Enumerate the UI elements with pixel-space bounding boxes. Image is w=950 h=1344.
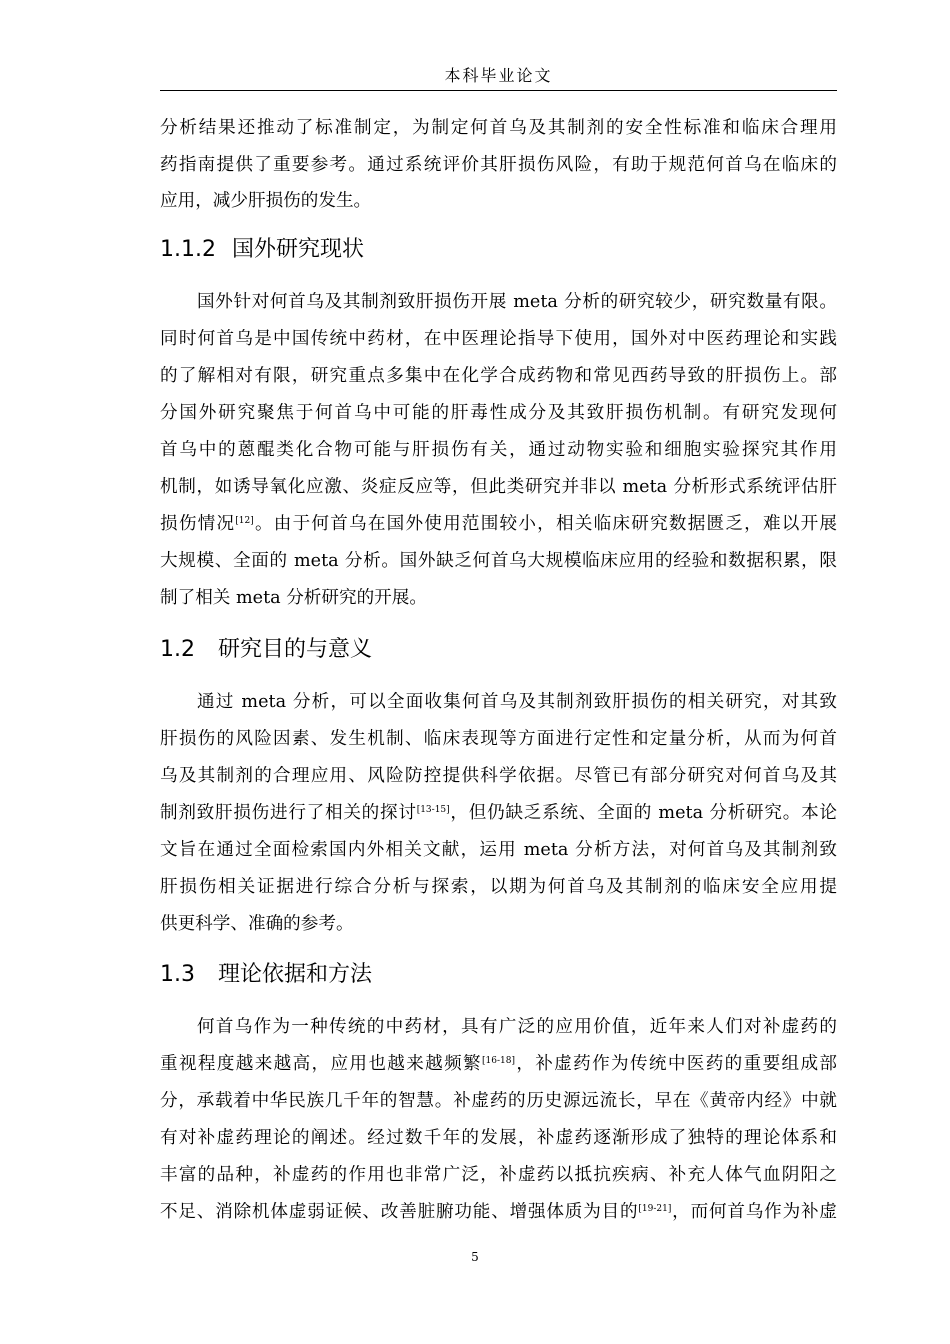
section-number: 1.2 [160, 637, 195, 662]
paragraph-line: 同时何首乌是中国传统中药材，在中医理论指导下使用，国外对中医药理论和实践 [160, 329, 837, 349]
page-number: 5 [471, 1250, 479, 1264]
paragraph-line: 分国外研究聚焦于何首乌中可能的肝毒性成分及其致肝损伤机制。有研究发现何 [160, 403, 837, 423]
paragraph-line: 机制，如诱导氧化应激、炎症反应等，但此类研究并非以 meta 分析形式系统评估肝 [160, 477, 837, 497]
paragraph-line: 通过 meta 分析，可以全面收集何首乌及其制剂致肝损伤的相关研究，对其致 [197, 692, 837, 712]
section-number: 1.3 [160, 962, 195, 987]
text-run: 制剂致肝损伤进行了相关的探讨 [160, 803, 417, 823]
paragraph-line: 供更科学、准确的参考。 [160, 914, 354, 934]
paragraph-line: 肝损伤相关证据进行综合分析与探索，以期为何首乌及其制剂的临床安全应用提 [160, 877, 837, 897]
text-run: 重视程度越来越高，应用也越来越频繁 [160, 1054, 483, 1074]
header-rule [160, 90, 837, 91]
paragraph-line: 乌及其制剂的合理应用、风险防控提供科学依据。尽管已有部分研究对何首乌及其 [160, 766, 837, 786]
paragraph-line: 药指南提供了重要参考。通过系统评价其肝损伤风险，有助于规范何首乌在临床的 [160, 155, 837, 175]
text-run: ，补虚药作为传统中医药的重要组成部 [514, 1054, 837, 1074]
text-run: 不足、消除机体虚弱证候、改善脏腑功能、增强体质为目的 [160, 1202, 639, 1222]
paragraph-line [160, 512, 837, 536]
citation: [12] [235, 516, 254, 526]
section-title: 国外研究现状 [232, 237, 365, 262]
paragraph-line: 分，承载着中华民族几千年的智慧。补虚药的历史源远流长，早在《黄帝内经》中就 [160, 1091, 837, 1111]
paragraph-line: 的了解相对有限，研究重点多集中在化学合成药物和常见西药导致的肝损伤上。部 [160, 366, 837, 386]
section-title: 理论依据和方法 [218, 962, 373, 987]
paragraph-line [160, 1052, 837, 1076]
paragraph-line: 文旨在通过全面检索国内外相关文献，运用 meta 分析方法，对何首乌及其制剂致 [160, 840, 837, 860]
text-run: ，但仍缺乏系统、全面的 meta 分析研究。本论 [449, 803, 837, 823]
section-heading-1-1-2 [160, 235, 364, 265]
paragraph-line: 肝损伤的风险因素、发生机制、临床表现等方面进行定性和定量分析，从而为何首 [160, 729, 837, 749]
paragraph-line: 首乌中的蒽醌类化合物可能与肝损伤有关，通过动物实验和细胞实验探究其作用 [160, 440, 837, 460]
citation: [19-21] [638, 1204, 672, 1214]
paragraph-line: 应用，减少肝损伤的发生。 [160, 191, 372, 211]
text-run: 。由于何首乌在国外使用范围较小，相关临床研究数据匮乏，难以开展 [253, 514, 837, 534]
paragraph-line [160, 801, 837, 825]
section-heading-1-3 [160, 960, 372, 990]
section-number: 1.1.2 [160, 237, 216, 262]
section-title: 研究目的与意义 [218, 637, 373, 662]
paragraph-line [160, 1200, 837, 1224]
section-heading-1-2 [160, 635, 372, 665]
paragraph-line: 大规模、全面的 meta 分析。国外缺乏何首乌大规模临床应用的经验和数据积累，限 [160, 551, 837, 571]
page-header-title: 本科毕业论文 [444, 66, 553, 85]
text-run: 损伤情况 [160, 514, 236, 534]
paragraph-line: 丰富的品种，补虚药的作用也非常广泛，补虚药以抵抗疾病、补充人体气血阴阳之 [160, 1165, 837, 1185]
citation: [16-18] [482, 1056, 515, 1066]
paragraph-line: 制了相关 meta 分析研究的开展。 [160, 588, 427, 608]
paragraph-line: 国外针对何首乌及其制剂致肝损伤开展 meta 分析的研究较少，研究数量有限。 [197, 292, 837, 312]
paragraph-line: 有对补虚药理论的阐述。经过数千年的发展，补虚药逐渐形成了独特的理论体系和 [160, 1128, 837, 1148]
paragraph-line: 分析结果还推动了标准制定，为制定何首乌及其制剂的安全性标准和临床合理用 [160, 118, 837, 138]
text-run: ，而何首乌作为补虚 [671, 1202, 837, 1222]
paragraph-line: 何首乌作为一种传统的中药材，具有广泛的应用价值，近年来人们对补虚药的 [197, 1017, 837, 1037]
citation: [13-15] [416, 805, 450, 815]
